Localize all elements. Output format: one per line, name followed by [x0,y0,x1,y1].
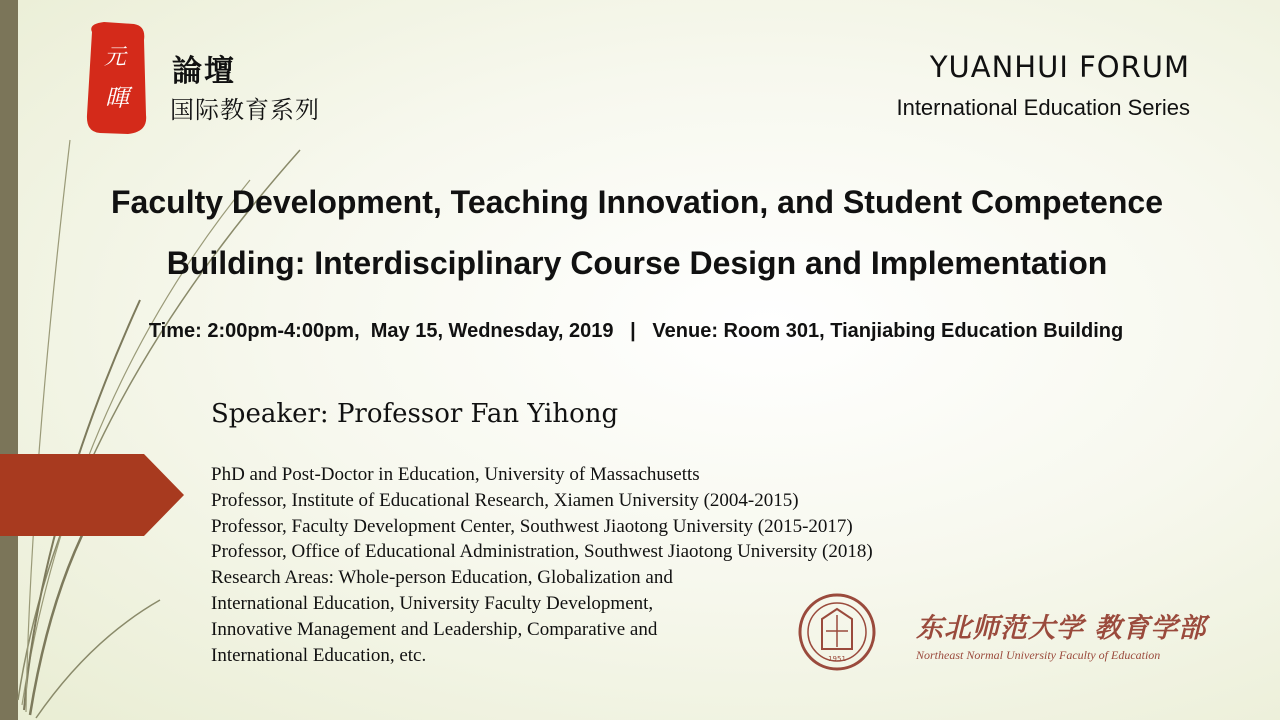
accent-arrow [0,454,184,536]
university-name-chinese: 东北师范大学 教育学部 [916,613,1207,644]
bio-line: Professor, Faculty Development Center, Southwest Jiaotong University (2015-2017) [211,515,853,537]
bio-line: Professor, Office of Educational Administration, Southwest Jiaotong University (2018) [211,541,873,563]
bio-line: International Education, University Faculty Development, [211,592,654,614]
speaker-heading: Speaker: Professor Fan Yihong [211,399,619,429]
svg-text:元: 元 [103,45,127,70]
logo-title: 論壇 [172,54,236,89]
bio-line: Research Areas: Whole-person Education, Globalization and [211,567,673,589]
university-emblem [798,591,876,673]
svg-text:1951: 1951 [828,655,846,663]
bio-line: Professor, Institute of Educational Research, Xiamen University (2004-2015) [211,489,799,511]
forum-title: YUANHUI FORUM [929,50,1190,84]
forum-subtitle: International Education Series [896,95,1190,120]
svg-text:暉: 暉 [105,84,129,112]
bio-line: PhD and Post-Doctor in Education, University of Massachusetts [211,464,700,485]
logo-subtitle: 国际教育系列 [170,97,320,124]
speaker-bio [211,462,873,668]
university-name-english: Northeast Normal University Faculty of Education [916,648,1161,662]
yuanhui-seal-logo [84,20,148,136]
bio-line: Innovative Management and Leadership, Comparative and [211,618,658,640]
bio-line: International Education, etc. [211,644,427,666]
event-title-line-2: Building: Interdisciplinary Course Design and Implementation [166,245,1108,281]
event-title-line-1: Faculty Development, Teaching Innovation, and Student Competence [111,184,1163,220]
time-venue-line: Time: 2:00pm-4:00pm, May 15, Wednesday, 2019 | Venue: Room 301, Tianjiabing Education Building [148,320,1124,342]
